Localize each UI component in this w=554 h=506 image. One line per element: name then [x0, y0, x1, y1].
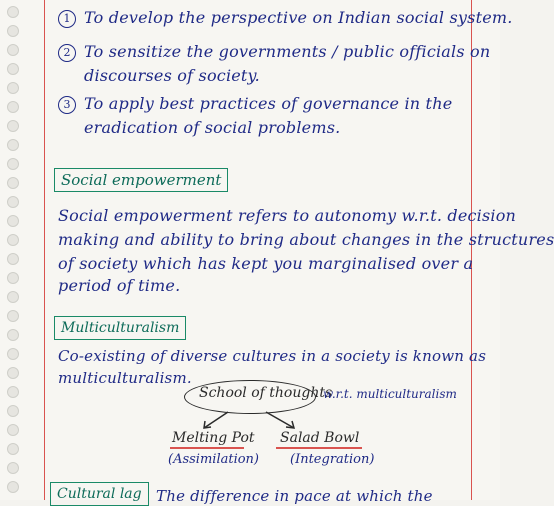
right-margin-line	[471, 0, 472, 500]
binder-hole	[7, 177, 19, 189]
binder-hole	[7, 310, 19, 322]
binder-hole	[7, 234, 19, 246]
binder-hole	[7, 424, 19, 436]
binder-hole	[7, 386, 19, 398]
binder-hole	[7, 367, 19, 379]
integration-label: (Integration)	[290, 452, 375, 467]
binder-hole	[7, 196, 19, 208]
binder-hole	[7, 215, 19, 227]
wrt-multiculturalism-label: w.r.t. multiculturalism	[323, 387, 457, 401]
melting-pot-underline	[170, 447, 244, 449]
binder-hole	[7, 139, 19, 151]
social-empowerment-line-1: Social empowerment refers to autonomy w.r.t. decision	[58, 206, 517, 225]
objective-2-text: To sensitize the governments / public officials on	[84, 42, 491, 61]
multiculturalism-line-2: multiculturalism.	[58, 369, 192, 387]
objective-3-text-line2: eradication of social problems.	[84, 118, 341, 137]
salad-bowl-label: Salad Bowl	[280, 430, 360, 446]
binder-hole	[7, 348, 19, 360]
binder-hole	[7, 443, 19, 455]
binder-hole	[7, 462, 19, 474]
binder-hole	[7, 405, 19, 417]
binder-hole	[7, 63, 19, 75]
assimilation-label: (Assimilation)	[168, 452, 260, 467]
binder-hole	[7, 6, 19, 18]
objective-3-text: To apply best practices of governance in the	[84, 94, 453, 113]
binder-hole	[7, 253, 19, 265]
binder-hole	[7, 120, 19, 132]
melting-pot-label: Melting Pot	[172, 430, 255, 446]
objective-1-text: To develop the perspective on Indian social system.	[84, 8, 513, 27]
multiculturalism-heading: Multiculturalism	[54, 316, 186, 340]
binder-hole	[7, 291, 19, 303]
social-empowerment-line-2: making and ability to bring about changes in the structures	[58, 230, 554, 249]
binder-hole	[7, 272, 19, 284]
binder-hole	[7, 481, 19, 493]
binder-hole	[7, 101, 19, 113]
binder-hole	[7, 82, 19, 94]
cultural-lag-line-1: The difference in pace at which the	[156, 487, 433, 505]
social-empowerment-line-3: of society which has kept you marginalised over a	[58, 254, 474, 273]
salad-bowl-underline	[276, 447, 362, 449]
objective-2-text-line2: discourses of society.	[84, 66, 260, 85]
multiculturalism-line-1: Co-existing of diverse cultures in a society is known as	[58, 347, 487, 365]
social-empowerment-heading: Social empowerment	[54, 168, 228, 192]
objective-number-2: 2	[58, 44, 76, 62]
binder-hole	[7, 329, 19, 341]
binder-hole	[7, 25, 19, 37]
binder-hole	[7, 44, 19, 56]
social-empowerment-line-4: period of time.	[58, 276, 181, 295]
school-of-thoughts-label: School of thoughts	[199, 385, 333, 401]
binder-holes	[7, 0, 21, 500]
objective-number-1: 1	[58, 10, 76, 28]
cultural-lag-heading: Cultural lag	[50, 482, 149, 506]
binder-hole	[7, 158, 19, 170]
left-margin-line	[44, 0, 45, 500]
objective-number-3: 3	[58, 96, 76, 114]
